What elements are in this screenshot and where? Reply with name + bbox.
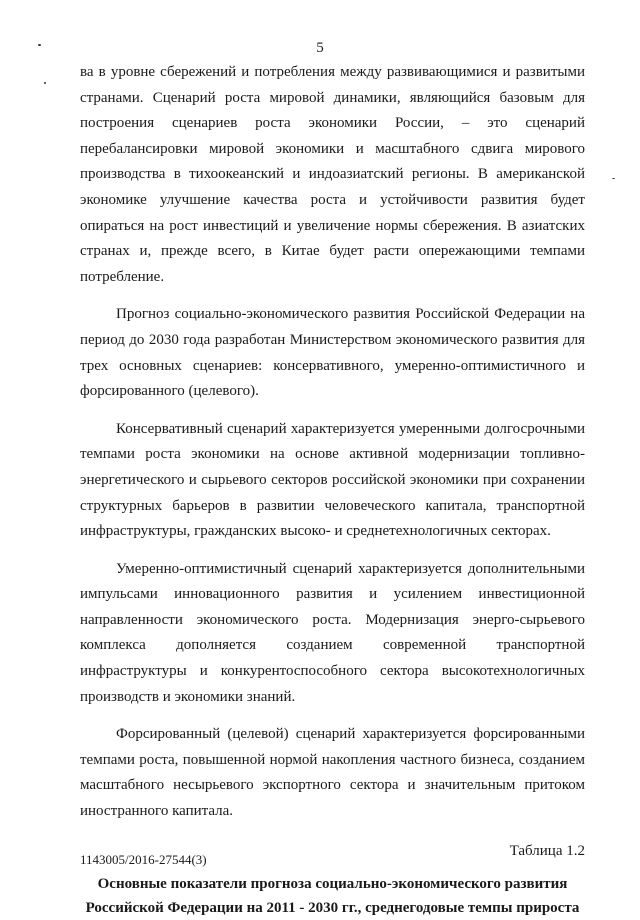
page-number: 5 <box>316 40 324 56</box>
paragraph: Форсированный (целевой) сценарий характеризуется форсированными темпами роста, повышенной нормой накопления частного бизнеса, созданием масштабного несырьевого экспортного сектора и значительным притоком иностранного капитала. <box>80 726 585 820</box>
table-label: Таблица 1.2 <box>509 842 585 859</box>
paragraph: Консервативный сценарий характеризуется умеренными долгосрочными темпами роста экономики на основе активной модернизации топливно-энергетического и сырьевого секторов российской экономики при сохранении структурных барьеров в развитии человеческого капитала, транспортной инфраструктуры, гражданских высоко- и среднетехнологичных секторах. <box>80 420 585 540</box>
paragraph: ва в уровне сбережений и потребления между развивающимися и развитыми странами. Сценарий роста мировой динамики, являющийся базовым для построения сценариев роста экономики России, – это сценарий перебалансировки мировой экономики и масштабного сдвига мирового производства в тихоокеанский и индоазиатский регионы. В американской экономике улучшение качества роста и устойчивости развития будет опираться на рост инвестиций и увеличение нормы сбережения. В азиатских странах и, прежде всего, в Китае будет расти опережающими темпами потребление. <box>80 64 585 285</box>
document-body <box>80 60 585 920</box>
document-id: 1143005/2016-27544(3) <box>80 852 207 867</box>
table-title: Основные показатели прогноза социально-экономического развития Российской Федерации на 2011 - 2030 гг., среднегодовые темпы прироста <box>85 876 580 917</box>
paragraph: Прогноз социально-экономического развития Российской Федерации на период до 2030 года разработан Министерством экономического развития для трех основных сценариев: консервативного, умеренно-оптимистичного и форсированного (целевого). <box>80 306 585 400</box>
scan-speck <box>612 178 615 179</box>
paragraph: Умеренно-оптимистичный сценарий характеризуется дополнительными импульсами инновационного развития и усилением инвестиционной направленности экономического роста. Модернизация энерго-сырьевого комплекса дополняется созданием современной транспортной инфраструктуры и конкурентоспособного сектора высокотехнологичных производств и экономики знаний. <box>80 560 585 705</box>
scan-speck <box>44 82 46 84</box>
